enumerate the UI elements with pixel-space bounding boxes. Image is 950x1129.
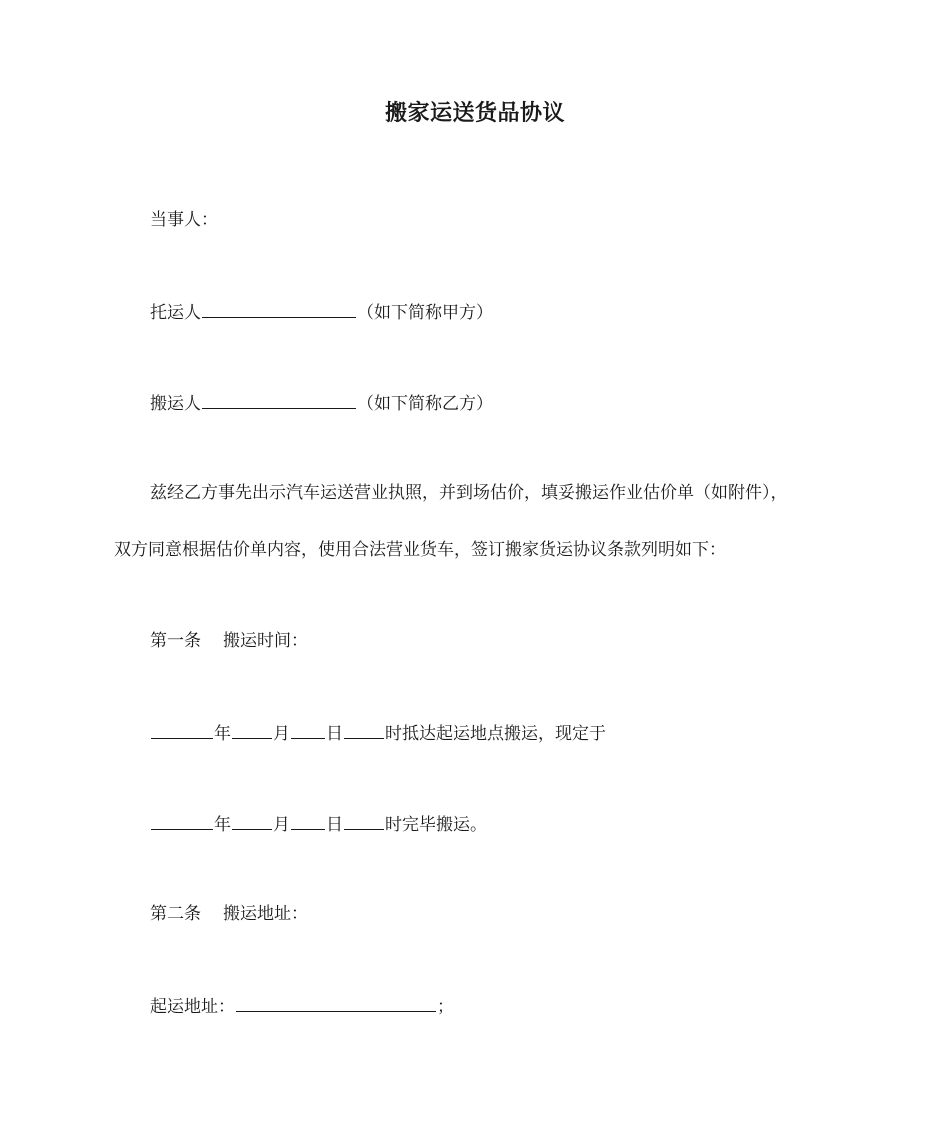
year-label: 年 [214,815,231,835]
day-label: 日 [326,724,343,744]
start-day-field[interactable] [291,720,325,739]
start-tail-text: 时抵达起运地点搬运，现定于 [385,724,606,744]
article1-heading [150,629,308,653]
shipper-suffix: （如下简称甲方） [357,303,493,323]
year-label: 年 [214,724,231,744]
end-hour-field[interactable] [344,811,384,830]
shipper-name-field[interactable] [202,299,356,318]
origin-address-field[interactable] [236,993,436,1012]
month-label: 月 [273,724,290,744]
article2-number: 第二条 [150,904,201,924]
month-label: 月 [273,815,290,835]
origin-address-tail: ； [437,997,454,1017]
article2-heading [150,902,308,926]
intro-paragraph-line1: 兹经乙方事先出示汽车运送营业执照，并到场估价，填妥搬运作业估价单（如附件）， [150,483,788,503]
article2-title: 搬运地址： [223,904,308,924]
carrier-suffix: （如下简称乙方） [357,394,493,414]
start-year-field[interactable] [151,720,213,739]
origin-address-label: 起运地址： [150,997,235,1017]
shipper-label: 托运人 [150,303,201,323]
end-year-field[interactable] [151,811,213,830]
start-hour-field[interactable] [344,720,384,739]
day-label: 日 [326,815,343,835]
end-month-field[interactable] [232,811,272,830]
origin-address-line [150,993,454,1019]
article1-number: 第一条 [150,631,201,651]
article1-end-line [150,811,487,837]
carrier-name-field[interactable] [202,390,356,409]
carrier-line [150,390,493,416]
document-title: 搬家运送货品协议 [384,101,565,126]
article1-title: 搬运时间： [223,631,308,651]
shipper-line [150,299,493,325]
end-day-field[interactable] [291,811,325,830]
parties-label: 当事人： [150,210,218,230]
article1-start-line [150,720,606,746]
intro-paragraph-line2: 双方同意根据估价单内容，使用合法营业货车，签订搬家货运协议条款列明如下： [114,540,726,560]
carrier-label: 搬运人 [150,394,201,414]
end-tail-text: 时完毕搬运。 [385,815,487,835]
start-month-field[interactable] [232,720,272,739]
